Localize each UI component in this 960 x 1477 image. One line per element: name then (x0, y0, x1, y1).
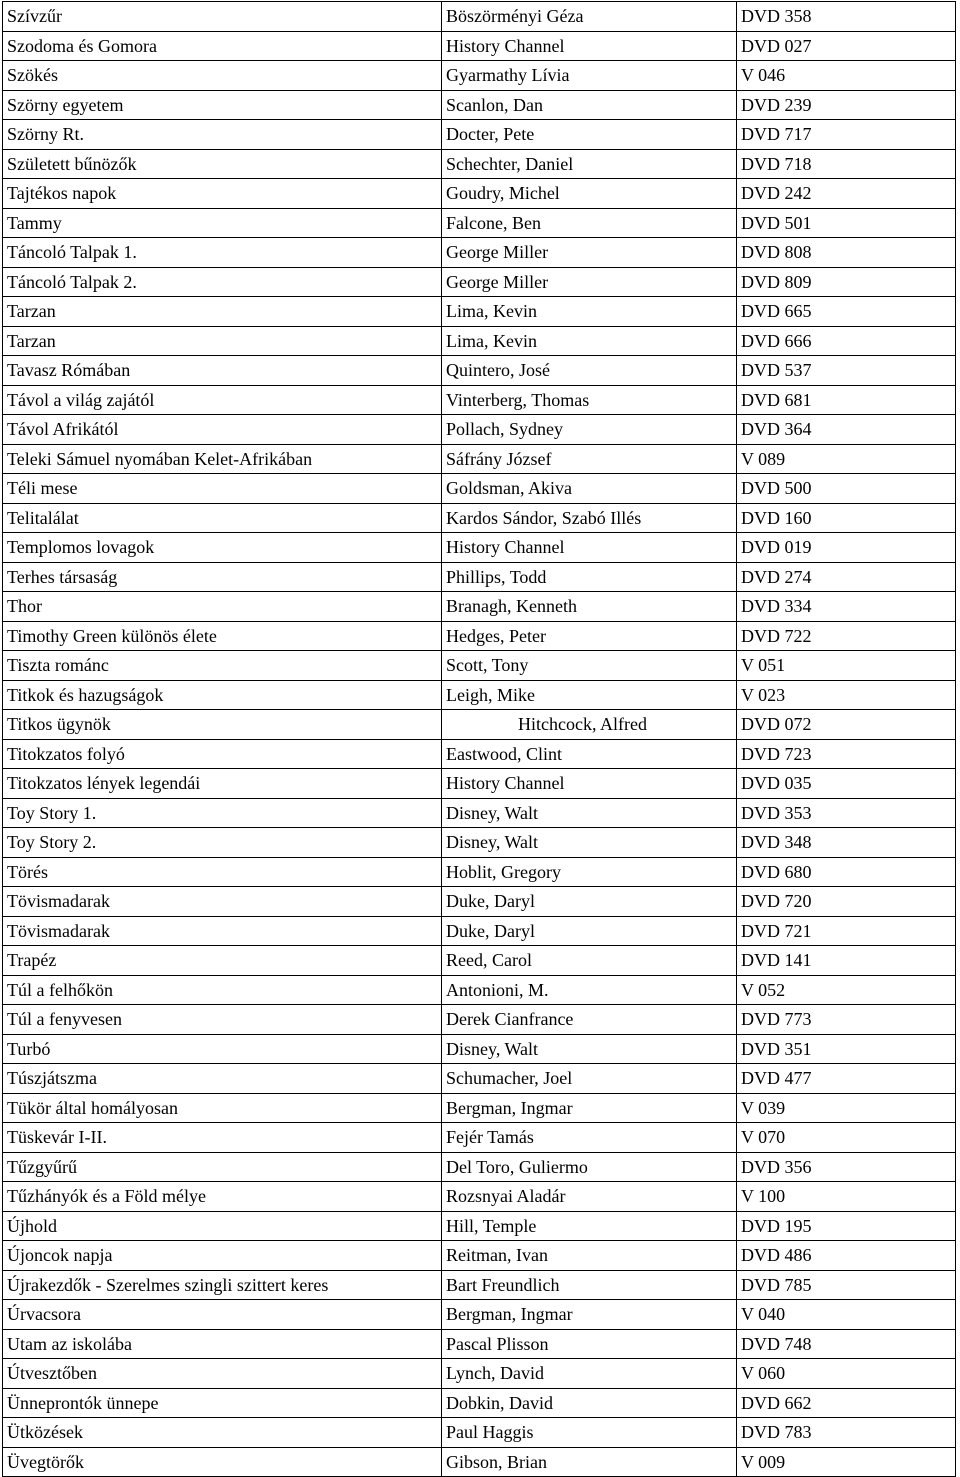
film-title-cell: Terhes társaság (3, 562, 442, 592)
table-row (3, 2, 956, 32)
table-row (3, 710, 956, 740)
director-cell: George Miller (442, 267, 737, 297)
table-row (3, 1359, 956, 1389)
table-row (3, 887, 956, 917)
director-cell: Vinterberg, Thomas (442, 385, 737, 415)
director-cell: Dobkin, David (442, 1388, 737, 1418)
catalog-code-cell: V 046 (737, 61, 956, 91)
director-cell: Reed, Carol (442, 946, 737, 976)
table-row (3, 798, 956, 828)
table-row (3, 562, 956, 592)
table-row (3, 857, 956, 887)
table-row (3, 621, 956, 651)
director-cell: Fejér Tamás (442, 1123, 737, 1153)
catalog-code-cell: DVD 027 (737, 31, 956, 61)
catalog-code-cell: V 040 (737, 1300, 956, 1330)
catalog-code-cell: DVD 242 (737, 179, 956, 209)
catalog-code-cell: DVD 195 (737, 1211, 956, 1241)
table-row (3, 208, 956, 238)
catalog-code-cell: DVD 720 (737, 887, 956, 917)
catalog-code-cell: DVD 665 (737, 297, 956, 327)
catalog-code-cell: DVD 160 (737, 503, 956, 533)
director-cell: Paul Haggis (442, 1418, 737, 1448)
director-cell: Antonioni, M. (442, 975, 737, 1005)
director-cell: Del Toro, Guliermo (442, 1152, 737, 1182)
table-row (3, 1093, 956, 1123)
catalog-code-cell: DVD 809 (737, 267, 956, 297)
table-row (3, 680, 956, 710)
table-row (3, 120, 956, 150)
film-title-cell: Túl a felhőkön (3, 975, 442, 1005)
catalog-code-cell: DVD 141 (737, 946, 956, 976)
film-title-cell: Újoncok napja (3, 1241, 442, 1271)
catalog-code-cell: DVD 353 (737, 798, 956, 828)
film-title-cell: Toy Story 2. (3, 828, 442, 858)
film-title-cell: Szökés (3, 61, 442, 91)
film-title-cell: Ütközések (3, 1418, 442, 1448)
table-row (3, 31, 956, 61)
director-cell: Bergman, Ingmar (442, 1093, 737, 1123)
table-row (3, 503, 956, 533)
film-title-cell: Téli mese (3, 474, 442, 504)
film-title-cell: Trapéz (3, 946, 442, 976)
director-cell: Docter, Pete (442, 120, 737, 150)
film-title-cell: Táncoló Talpak 2. (3, 267, 442, 297)
table-row (3, 1270, 956, 1300)
film-catalog-table (2, 1, 956, 1477)
table-row (3, 267, 956, 297)
film-title-cell: Szörny egyetem (3, 90, 442, 120)
catalog-code-cell: DVD 723 (737, 739, 956, 769)
catalog-code-cell: V 070 (737, 1123, 956, 1153)
film-title-cell: Túl a fenyvesen (3, 1005, 442, 1035)
catalog-code-cell: V 023 (737, 680, 956, 710)
table-row (3, 415, 956, 445)
table-row (3, 179, 956, 209)
film-title-cell: Tűzgyűrű (3, 1152, 442, 1182)
catalog-code-cell: DVD 356 (737, 1152, 956, 1182)
film-title-cell: Toy Story 1. (3, 798, 442, 828)
table-row (3, 149, 956, 179)
film-title-cell: Titkok és hazugságok (3, 680, 442, 710)
director-cell: Sáfrány József (442, 444, 737, 474)
film-title-cell: Tiszta románc (3, 651, 442, 681)
catalog-code-cell: V 060 (737, 1359, 956, 1389)
director-cell: Leigh, Mike (442, 680, 737, 710)
table-row (3, 1034, 956, 1064)
director-cell: Gyarmathy Lívia (442, 61, 737, 91)
catalog-code-cell: DVD 783 (737, 1418, 956, 1448)
catalog-code-cell: DVD 019 (737, 533, 956, 563)
film-title-cell: Tövismadarak (3, 916, 442, 946)
director-cell: Duke, Daryl (442, 887, 737, 917)
catalog-code-cell: V 089 (737, 444, 956, 474)
film-title-cell: Thor (3, 592, 442, 622)
director-cell: Kardos Sándor, Szabó Illés (442, 503, 737, 533)
catalog-code-cell: V 100 (737, 1182, 956, 1212)
director-cell: Scott, Tony (442, 651, 737, 681)
catalog-body (3, 2, 956, 1477)
catalog-code-cell: DVD 666 (737, 326, 956, 356)
film-title-cell: Tövismadarak (3, 887, 442, 917)
director-cell: Pollach, Sydney (442, 415, 737, 445)
director-cell: Hoblit, Gregory (442, 857, 737, 887)
film-title-cell: Tajtékos napok (3, 179, 442, 209)
catalog-code-cell: DVD 477 (737, 1064, 956, 1094)
director-cell: Phillips, Todd (442, 562, 737, 592)
table-row (3, 356, 956, 386)
catalog-code-cell: DVD 239 (737, 90, 956, 120)
table-row (3, 444, 956, 474)
catalog-code-cell: DVD 717 (737, 120, 956, 150)
film-title-cell: Tükör által homályosan (3, 1093, 442, 1123)
director-cell: Lima, Kevin (442, 326, 737, 356)
film-title-cell: Tarzan (3, 326, 442, 356)
catalog-code-cell: DVD 721 (737, 916, 956, 946)
table-row (3, 1211, 956, 1241)
director-cell: Lynch, David (442, 1359, 737, 1389)
catalog-code-cell: DVD 537 (737, 356, 956, 386)
director-cell: Reitman, Ivan (442, 1241, 737, 1271)
director-cell: George Miller (442, 238, 737, 268)
table-row (3, 533, 956, 563)
table-row (3, 828, 956, 858)
catalog-code-cell: DVD 748 (737, 1329, 956, 1359)
film-title-cell: Titkos ügynök (3, 710, 442, 740)
director-cell: Quintero, José (442, 356, 737, 386)
film-title-cell: Tüskevár I-II. (3, 1123, 442, 1153)
director-cell: Gibson, Brian (442, 1447, 737, 1477)
catalog-code-cell: DVD 072 (737, 710, 956, 740)
film-title-cell: Úrvacsora (3, 1300, 442, 1330)
film-title-cell: Szívzűr (3, 2, 442, 32)
director-cell: Hill, Temple (442, 1211, 737, 1241)
catalog-code-cell: V 052 (737, 975, 956, 1005)
director-cell: Duke, Daryl (442, 916, 737, 946)
table-row (3, 1005, 956, 1035)
film-title-cell: Tavasz Rómában (3, 356, 442, 386)
table-row (3, 1447, 956, 1477)
catalog-code-cell: V 051 (737, 651, 956, 681)
film-title-cell: Turbó (3, 1034, 442, 1064)
film-title-cell: Tammy (3, 208, 442, 238)
table-row (3, 1123, 956, 1153)
catalog-code-cell: DVD 500 (737, 474, 956, 504)
director-cell: Schumacher, Joel (442, 1064, 737, 1094)
table-row (3, 1182, 956, 1212)
table-row (3, 651, 956, 681)
director-cell: History Channel (442, 769, 737, 799)
director-cell: Schechter, Daniel (442, 149, 737, 179)
table-row (3, 769, 956, 799)
table-row (3, 975, 956, 1005)
film-title-cell: Távol a világ zajától (3, 385, 442, 415)
catalog-code-cell: DVD 680 (737, 857, 956, 887)
table-row (3, 1388, 956, 1418)
catalog-code-cell: DVD 785 (737, 1270, 956, 1300)
table-row (3, 1329, 956, 1359)
catalog-code-cell: DVD 681 (737, 385, 956, 415)
director-cell: Disney, Walt (442, 828, 737, 858)
table-row (3, 61, 956, 91)
catalog-code-cell: DVD 358 (737, 2, 956, 32)
film-title-cell: Teleki Sámuel nyomában Kelet-Afrikában (3, 444, 442, 474)
film-title-cell: Titokzatos lények legendái (3, 769, 442, 799)
catalog-code-cell: DVD 351 (737, 1034, 956, 1064)
film-title-cell: Timothy Green különös élete (3, 621, 442, 651)
director-cell: Disney, Walt (442, 798, 737, 828)
director-cell: Derek Cianfrance (442, 1005, 737, 1035)
film-title-cell: Szodoma és Gomora (3, 31, 442, 61)
catalog-code-cell: DVD 718 (737, 149, 956, 179)
film-title-cell: Szörny Rt. (3, 120, 442, 150)
table-row (3, 90, 956, 120)
catalog-code-cell: V 009 (737, 1447, 956, 1477)
director-cell: Hedges, Peter (442, 621, 737, 651)
film-title-cell: Tarzan (3, 297, 442, 327)
catalog-code-cell: DVD 722 (737, 621, 956, 651)
film-title-cell: Táncoló Talpak 1. (3, 238, 442, 268)
film-title-cell: Távol Afrikától (3, 415, 442, 445)
table-row (3, 592, 956, 622)
table-row (3, 1300, 956, 1330)
film-title-cell: Törés (3, 857, 442, 887)
film-title-cell: Telitalálat (3, 503, 442, 533)
table-row (3, 739, 956, 769)
film-title-cell: Újrakezdők - Szerelmes szingli szittert keres (3, 1270, 442, 1300)
catalog-code-cell: DVD 486 (737, 1241, 956, 1271)
table-row (3, 1418, 956, 1448)
film-title-cell: Újhold (3, 1211, 442, 1241)
table-row (3, 238, 956, 268)
director-cell: History Channel (442, 533, 737, 563)
table-row (3, 946, 956, 976)
catalog-code-cell: DVD 808 (737, 238, 956, 268)
catalog-code-cell: DVD 773 (737, 1005, 956, 1035)
film-title-cell: Ünneprontók ünnepe (3, 1388, 442, 1418)
table-row (3, 1152, 956, 1182)
table-row (3, 1241, 956, 1271)
director-cell: Rozsnyai Aladár (442, 1182, 737, 1212)
film-title-cell: Túszjátszma (3, 1064, 442, 1094)
director-cell: Pascal Plisson (442, 1329, 737, 1359)
director-cell: Eastwood, Clint (442, 739, 737, 769)
director-cell: Bart Freundlich (442, 1270, 737, 1300)
director-cell: Scanlon, Dan (442, 90, 737, 120)
director-cell: Goldsman, Akiva (442, 474, 737, 504)
catalog-code-cell: DVD 662 (737, 1388, 956, 1418)
director-cell: Goudry, Michel (442, 179, 737, 209)
table-row (3, 385, 956, 415)
film-title-cell: Útvesztőben (3, 1359, 442, 1389)
table-row (3, 297, 956, 327)
director-cell: Bergman, Ingmar (442, 1300, 737, 1330)
table-row (3, 916, 956, 946)
director-cell: History Channel (442, 31, 737, 61)
film-title-cell: Üvegtörők (3, 1447, 442, 1477)
catalog-code-cell: DVD 035 (737, 769, 956, 799)
table-row (3, 1064, 956, 1094)
catalog-code-cell: V 039 (737, 1093, 956, 1123)
film-title-cell: Született bűnözők (3, 149, 442, 179)
director-cell: Disney, Walt (442, 1034, 737, 1064)
catalog-code-cell: DVD 334 (737, 592, 956, 622)
director-cell: Lima, Kevin (442, 297, 737, 327)
catalog-code-cell: DVD 348 (737, 828, 956, 858)
director-cell: Falcone, Ben (442, 208, 737, 238)
film-title-cell: Titokzatos folyó (3, 739, 442, 769)
table-row (3, 326, 956, 356)
director-cell: Böszörményi Géza (442, 2, 737, 32)
film-title-cell: Utam az iskolába (3, 1329, 442, 1359)
table-row (3, 474, 956, 504)
catalog-code-cell: DVD 364 (737, 415, 956, 445)
director-cell: Hitchcock, Alfred (442, 710, 737, 740)
film-title-cell: Templomos lovagok (3, 533, 442, 563)
film-title-cell: Tűzhányók és a Föld mélye (3, 1182, 442, 1212)
director-cell: Branagh, Kenneth (442, 592, 737, 622)
catalog-code-cell: DVD 501 (737, 208, 956, 238)
catalog-code-cell: DVD 274 (737, 562, 956, 592)
